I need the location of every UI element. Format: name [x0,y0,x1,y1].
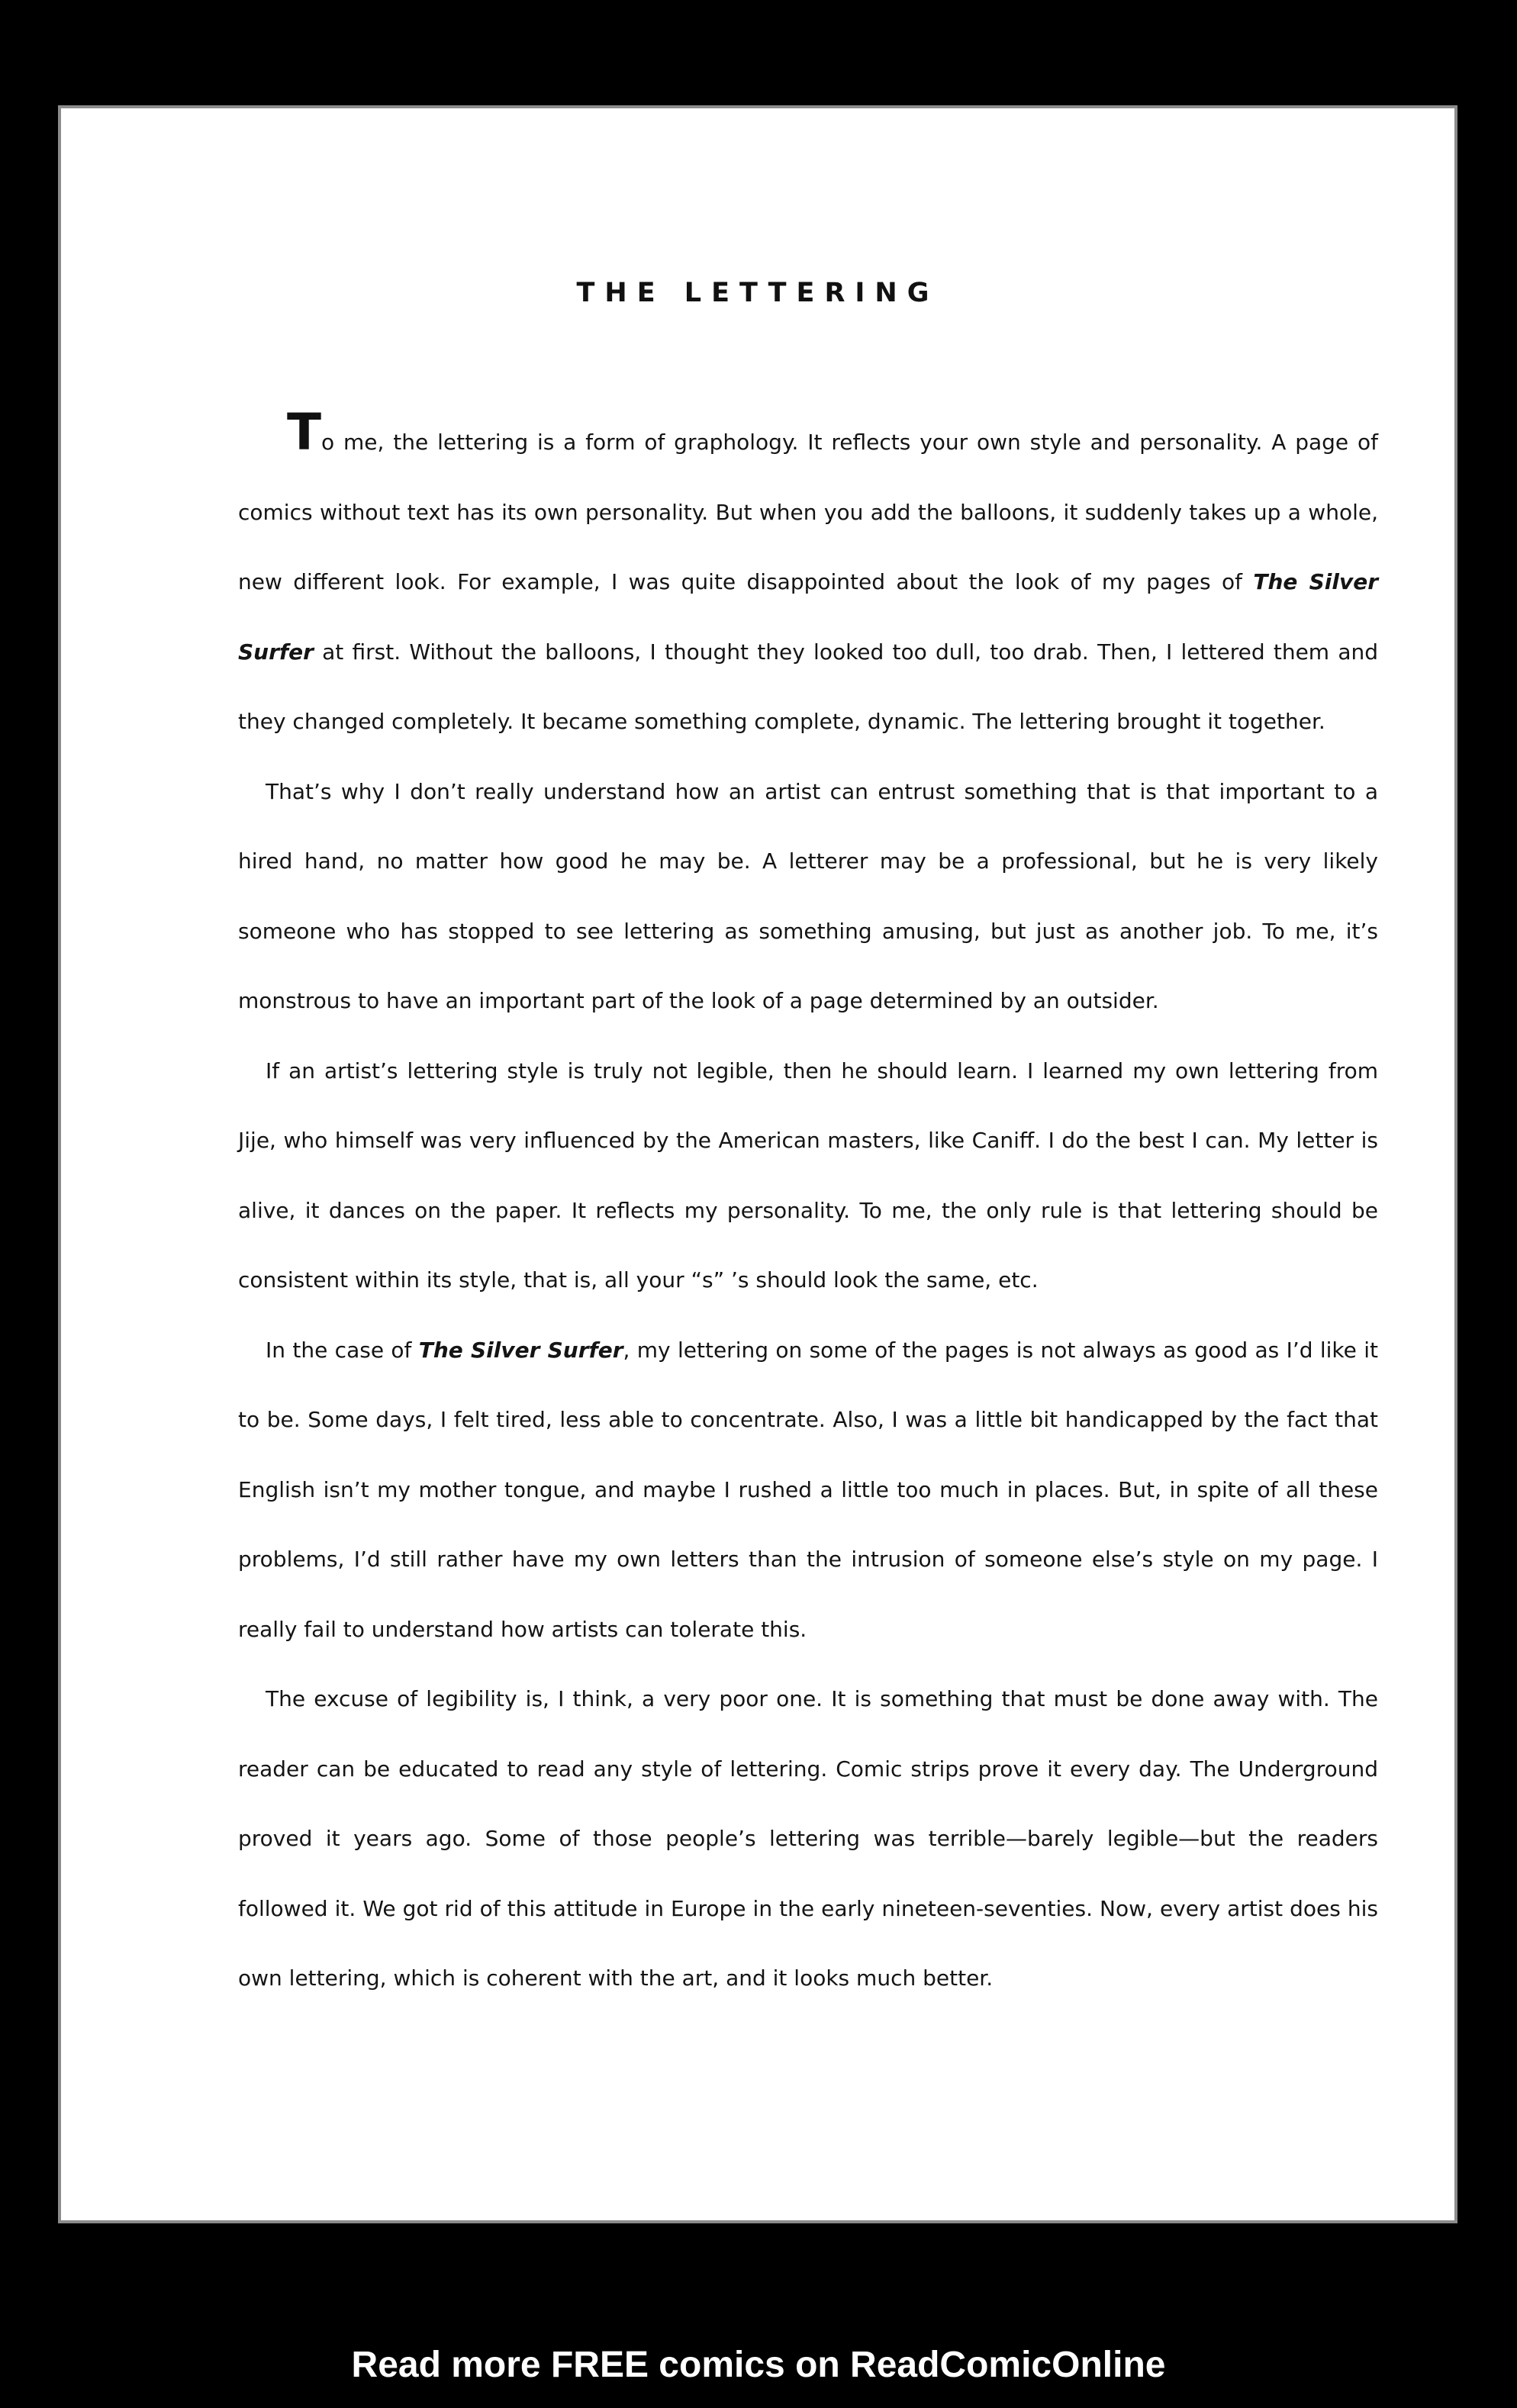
text-run: In the case of [266,1337,419,1363]
book-title-emphasis: The Silver Surfer [238,569,1379,665]
paragraph [238,1315,1378,1665]
book-title-emphasis: The Silver Surfer [418,1337,623,1363]
promo-banner-text: Read more FREE comics on ReadComicOnline [351,2345,1166,2385]
paragraph [238,757,1378,1036]
book-page [58,105,1457,2223]
paragraph [238,1036,1378,1315]
text-run: If an artist’s lettering style is truly not legible, then he should learn. I learned my own lettering from Jije, who himself was very influenced by the American masters, like Caniff. I do the best I can. My letter is alive, it dances on the paper. It reflects my personality. To me, the only rule is that lettering should be consistent within its style, that is, all your “s” ’s should look the same, etc. [238,1058,1378,1293]
page-title: THE LETTERING [576,278,939,308]
text-run: That’s why I don’t really understand how an artist can entrust something that is that important to a hired hand, no matter how good he may be. A letterer may be a professional, but he is very likely someone who has stopped to see lettering as something amusing, but just as another job. To me, it’s monstrous to have an important part of the look of a page determined by an outsider. [238,778,1378,1013]
drop-cap-letter: T [287,403,322,462]
text-run: at first. Without the balloons, I thought they looked too dull, too drab. Then, I lettered them and they changed completely. It became something complete, dynamic. The lettering brought it together. [238,639,1378,734]
text-run: o me, the lettering is a form of graphology. It reflects your own style and personality. A page of comics without text has its own personality. But when you add the balloons, it suddenly takes up a whole, new different look. For example, I was quite disappointed about the look of my pages of [238,430,1378,594]
paragraph [238,403,1379,757]
text-run: , my lettering on some of the pages is not always as good as I’d like it to be. Some days, I felt tired, less able to concentrate. Also, I was a little bit handicapped by the fact that English isn’t my mother tongue, and maybe I rushed a little too much in places. But, in spite of all these problems, I’d still rather have my own letters than the intrusion of someone else’s style on my page. I really fail to understand how artists can tolerate this. [238,1337,1378,1642]
article-body [238,403,1379,2014]
paragraph [238,1664,1378,2014]
text-run: The excuse of legibility is, I think, a very poor one. It is something that must be done away with. The reader can be educated to read any style of lettering. Comic strips prove it every day. The Underground proved it years ago. Some of those people’s lettering was terrible—barely legible—but the readers followed it. We got rid of this attitude in Europe in the early nineteen-seventies. Now, every artist does his own lettering, which is coherent with the art, and it looks much better. [238,1686,1378,1991]
